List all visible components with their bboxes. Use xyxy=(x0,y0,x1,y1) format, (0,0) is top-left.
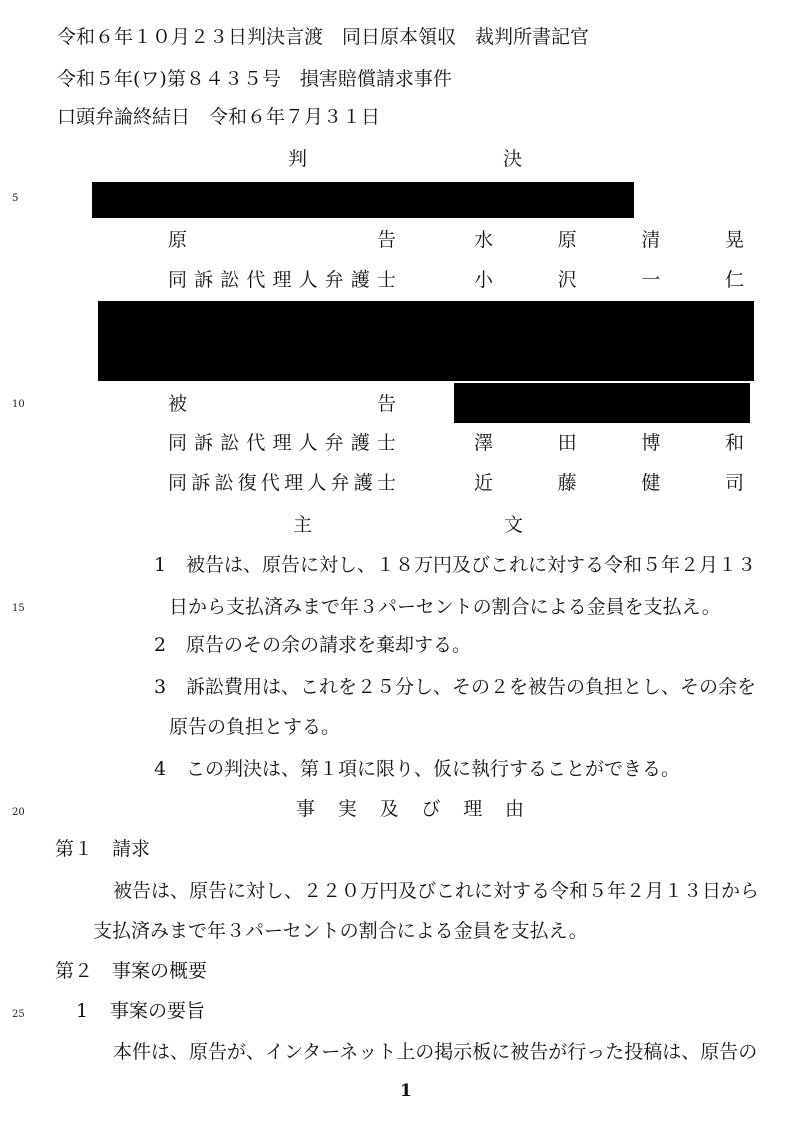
label-char: 代 xyxy=(246,432,266,454)
title-char: 文 xyxy=(503,514,523,536)
name-char: 仁 xyxy=(724,269,744,291)
section-2-body: 本件は、原告が、インターネット上の掲示板に被告が行った投稿は、原告の xyxy=(113,1041,758,1063)
label-char: 護 xyxy=(350,269,370,291)
item-text: 訴訟費用は、これを２５分し、その２を被告の負担とし、その余を xyxy=(186,676,757,698)
label-char: 原 xyxy=(168,229,188,251)
judgment-title-char: 判 xyxy=(288,148,308,170)
main-text-item-1 xyxy=(154,556,756,575)
name-char: 健 xyxy=(641,472,661,494)
label-char: 理 xyxy=(272,432,292,454)
label-char: 復 xyxy=(237,472,257,494)
header-line-2: 令和５年(ワ)第８４３５号 損害賠償請求事件 xyxy=(57,68,452,90)
label-char: 人 xyxy=(298,269,318,291)
label-char: 弁 xyxy=(324,432,344,454)
item-text: 原告のその余の請求を棄却する。 xyxy=(186,634,472,656)
plaintiff-name xyxy=(474,231,744,250)
main-text-item-4 xyxy=(154,760,680,779)
item-text: 被告は、原告に対し、１８万円及びこれに対する令和５年２月１３ xyxy=(186,554,757,576)
label-char: 被 xyxy=(168,393,188,415)
main-text-item-1-cont: 日から支払済みまで年３パーセントの割合による金員を支払え。 xyxy=(169,596,721,618)
section-2-subheading xyxy=(76,1002,205,1021)
redaction-block xyxy=(92,182,634,218)
label-char: 告 xyxy=(376,393,396,415)
item-number: 2 xyxy=(154,634,167,656)
name-char: 田 xyxy=(557,432,577,454)
name-char: 沢 xyxy=(557,269,577,291)
label-char: 同 xyxy=(168,269,188,291)
line-number: 5 xyxy=(12,193,19,204)
plaintiff-label xyxy=(168,231,396,250)
label-char: 訟 xyxy=(214,472,234,494)
plaintiff-attorney-name xyxy=(474,271,744,290)
main-text-item-3 xyxy=(154,678,756,697)
label-char: 護 xyxy=(350,432,370,454)
facts-and-reasons-title xyxy=(296,800,524,819)
redaction-block xyxy=(98,301,754,381)
section-1-heading: 第１ 請求 xyxy=(55,838,151,860)
line-number: 10 xyxy=(12,399,25,410)
item-number: 1 xyxy=(154,554,167,576)
page-number: 1 xyxy=(400,1081,412,1101)
label-char: 同 xyxy=(168,472,188,494)
label-char: 士 xyxy=(376,472,396,494)
defendant-attorney-label xyxy=(168,434,396,453)
line-number: 15 xyxy=(12,603,25,614)
label-char: 訴 xyxy=(191,472,211,494)
label-char: 理 xyxy=(284,472,304,494)
label-char: 代 xyxy=(246,269,266,291)
judgment-title-char: 決 xyxy=(502,148,522,170)
title-char: 理 xyxy=(463,798,483,820)
label-char: 人 xyxy=(307,472,327,494)
main-text-item-2 xyxy=(154,636,471,655)
name-char: 司 xyxy=(724,472,744,494)
name-char: 博 xyxy=(641,432,661,454)
item-number: 3 xyxy=(154,676,167,698)
label-char: 告 xyxy=(376,229,396,251)
name-char: 原 xyxy=(557,229,577,251)
title-char: 及 xyxy=(379,798,399,820)
main-text-item-3-cont: 原告の負担とする。 xyxy=(169,716,341,738)
title-char: 由 xyxy=(504,798,524,820)
name-char: 藤 xyxy=(557,472,577,494)
judgment-title xyxy=(288,150,522,169)
section-2-heading: 第２ 事案の概要 xyxy=(55,960,208,982)
label-char: 訟 xyxy=(220,269,240,291)
title-char: 事 xyxy=(296,798,316,820)
section-1-body-line-2: 支払済みまで年３パーセントの割合による金員を支払え。 xyxy=(93,920,588,942)
line-number: 20 xyxy=(12,807,25,818)
title-char: 主 xyxy=(293,514,313,536)
defendant-sub-attorney-label xyxy=(168,474,396,493)
plaintiff-attorney-label xyxy=(168,271,396,290)
redaction-block xyxy=(454,383,750,423)
label-char: 弁 xyxy=(330,472,350,494)
label-char: 理 xyxy=(272,269,292,291)
defendant-label xyxy=(168,395,396,414)
section-1-body-line-1: 被告は、原告に対し、２２０万円及びこれに対する令和５年２月１３日から xyxy=(113,880,760,902)
line-number: 25 xyxy=(12,1009,25,1020)
label-char: 士 xyxy=(376,269,396,291)
sub-title: 事案の要旨 xyxy=(110,1000,206,1022)
sub-number: 1 xyxy=(76,1000,89,1022)
name-char: 晃 xyxy=(724,229,744,251)
label-char: 士 xyxy=(376,432,396,454)
main-text-title xyxy=(293,516,523,535)
label-char: 人 xyxy=(298,432,318,454)
item-text: この判決は、第１項に限り、仮に執行することができる。 xyxy=(186,758,681,780)
label-char: 護 xyxy=(353,472,373,494)
name-char: 和 xyxy=(724,432,744,454)
label-char: 同 xyxy=(168,432,188,454)
item-number: 4 xyxy=(154,758,167,780)
label-char: 代 xyxy=(260,472,280,494)
label-char: 訴 xyxy=(194,269,214,291)
title-char: び xyxy=(421,798,441,820)
name-char: 清 xyxy=(641,229,661,251)
label-char: 訴 xyxy=(194,432,214,454)
name-char: 澤 xyxy=(474,432,494,454)
title-char: 実 xyxy=(337,798,357,820)
defendant-sub-attorney-name xyxy=(474,474,744,493)
header-line-1: 令和６年１０月２３日判決言渡 同日原本領収 裁判所書記官 xyxy=(57,26,590,48)
header-line-3: 口頭弁論終結日 令和６年７月３１日 xyxy=(57,106,381,128)
label-char: 弁 xyxy=(324,269,344,291)
name-char: 小 xyxy=(474,269,494,291)
label-char: 訟 xyxy=(220,432,240,454)
defendant-attorney-name xyxy=(474,434,744,453)
name-char: 水 xyxy=(474,229,494,251)
name-char: 一 xyxy=(641,269,661,291)
name-char: 近 xyxy=(474,472,494,494)
